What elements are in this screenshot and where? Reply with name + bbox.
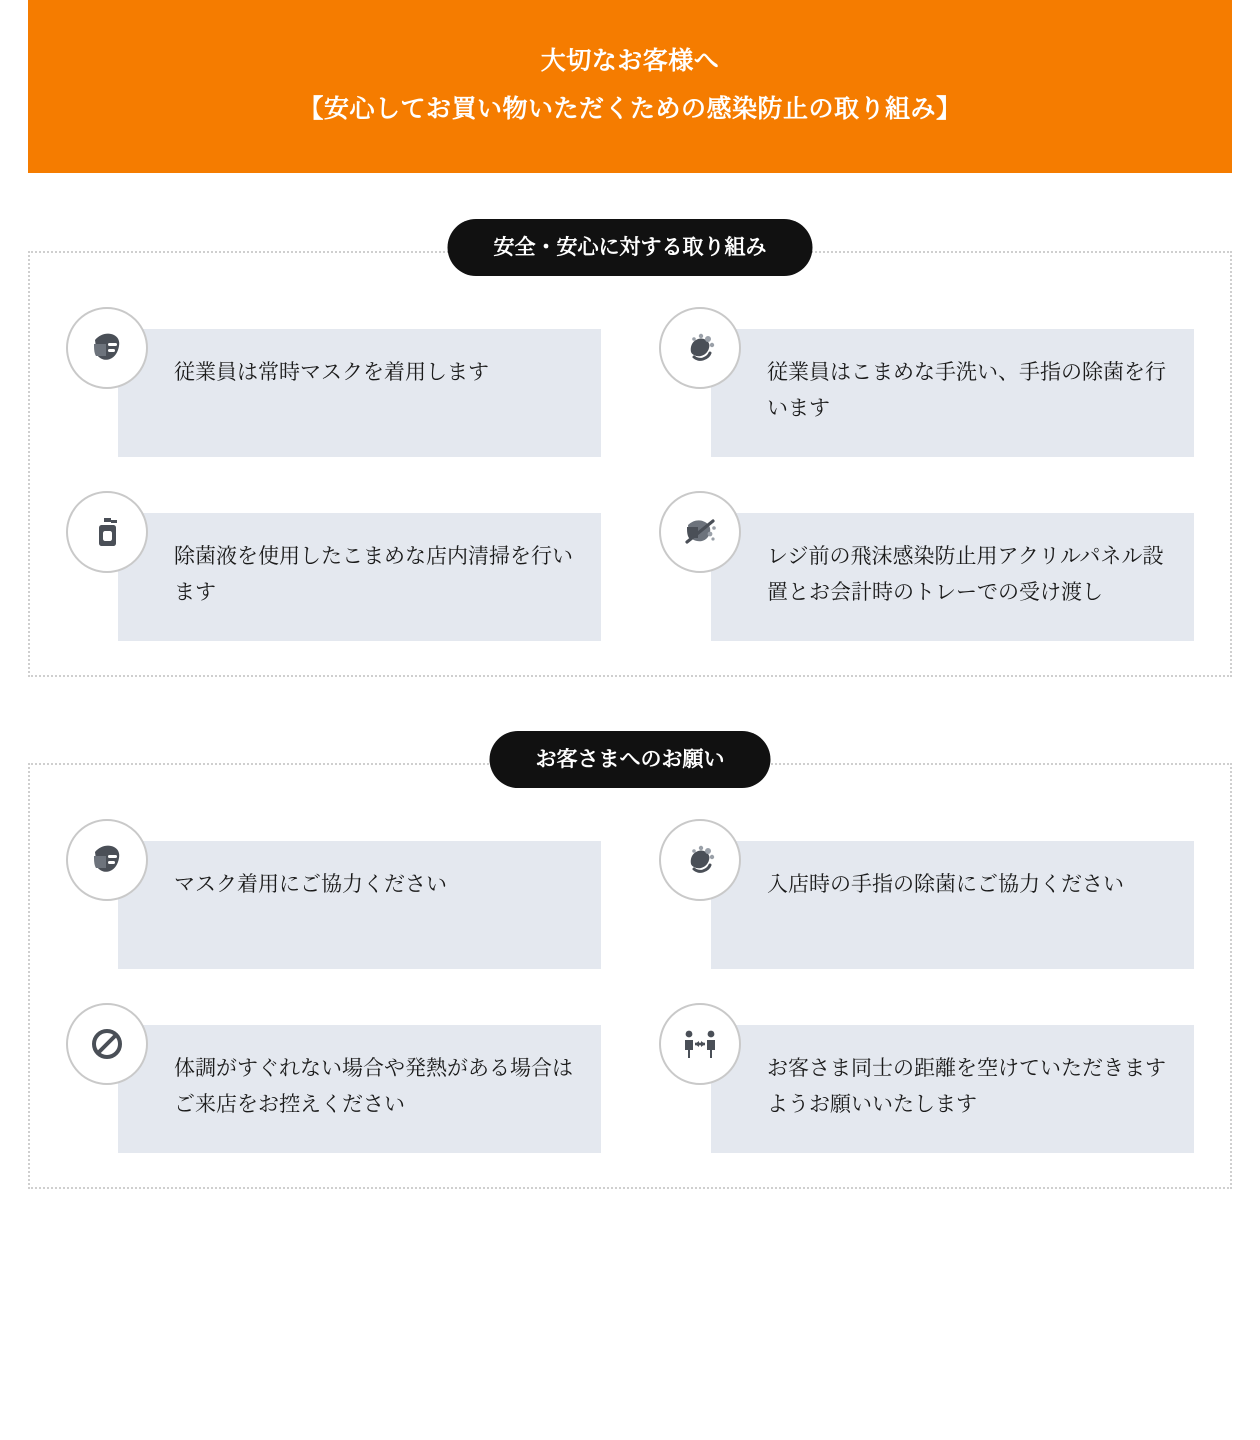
card-text: レジ前の飛沫感染防止用アクリルパネル設置とお会計時のトレーでの受け渡し: [767, 545, 1164, 605]
card-text: 従業員は常時マスクを着用します: [174, 361, 489, 384]
sanitizer-bottle-icon: [66, 491, 148, 573]
card-text: 除菌液を使用したこまめな店内清掃を行います: [174, 545, 573, 605]
card-social-distance: [659, 1003, 1194, 1153]
section-store-measures: [28, 236, 1232, 677]
card-body: [118, 513, 601, 641]
card-stay-home-if-sick: [66, 1003, 601, 1153]
card-body: [118, 329, 601, 457]
social-distance-icon: [659, 1003, 741, 1085]
card-body: [711, 1025, 1194, 1153]
card-body: [711, 513, 1194, 641]
card-store-cleaning: [66, 491, 601, 641]
card-employee-mask: [66, 307, 601, 457]
section-title-badge: お客さまへのお願い: [490, 731, 771, 788]
card-acrylic-panel: [659, 491, 1194, 641]
banner-title-line-2: 【安心してお買い物いただくための感染防止の取り組み】: [298, 94, 962, 123]
card-body: [711, 329, 1194, 457]
mask-icon: [66, 819, 148, 901]
card-customer-sanitize: [659, 819, 1194, 969]
card-grid: [66, 819, 1194, 1153]
banner-title-line-1: 大切なお客様へ: [540, 47, 720, 75]
card-text: 従業員はこまめな手洗い、手指の除菌を行います: [767, 361, 1166, 421]
card-text: 体調がすぐれない場合や発熱がある場合はご来店をお控えください: [174, 1057, 573, 1117]
mask-icon: [66, 307, 148, 389]
card-text: お客さま同士の距離を空けていただきますようお願いいたします: [767, 1057, 1166, 1117]
card-text: マスク着用にご協力ください: [174, 873, 447, 896]
card-text: 入店時の手指の除菌にご協力ください: [767, 873, 1124, 896]
card-body: [118, 841, 601, 969]
section-customer-requests: [28, 748, 1232, 1189]
card-body: [118, 1025, 601, 1153]
prohibited-icon: [66, 1003, 148, 1085]
hand-wash-icon: [659, 819, 741, 901]
card-customer-mask: [66, 819, 601, 969]
card-employee-handwash: [659, 307, 1194, 457]
card-grid: [66, 307, 1194, 641]
card-body: [711, 841, 1194, 969]
section-title-badge: 安全・安心に対する取り組み: [448, 219, 813, 276]
header-banner: [28, 0, 1232, 173]
no-droplets-icon: [659, 491, 741, 573]
hand-wash-icon: [659, 307, 741, 389]
